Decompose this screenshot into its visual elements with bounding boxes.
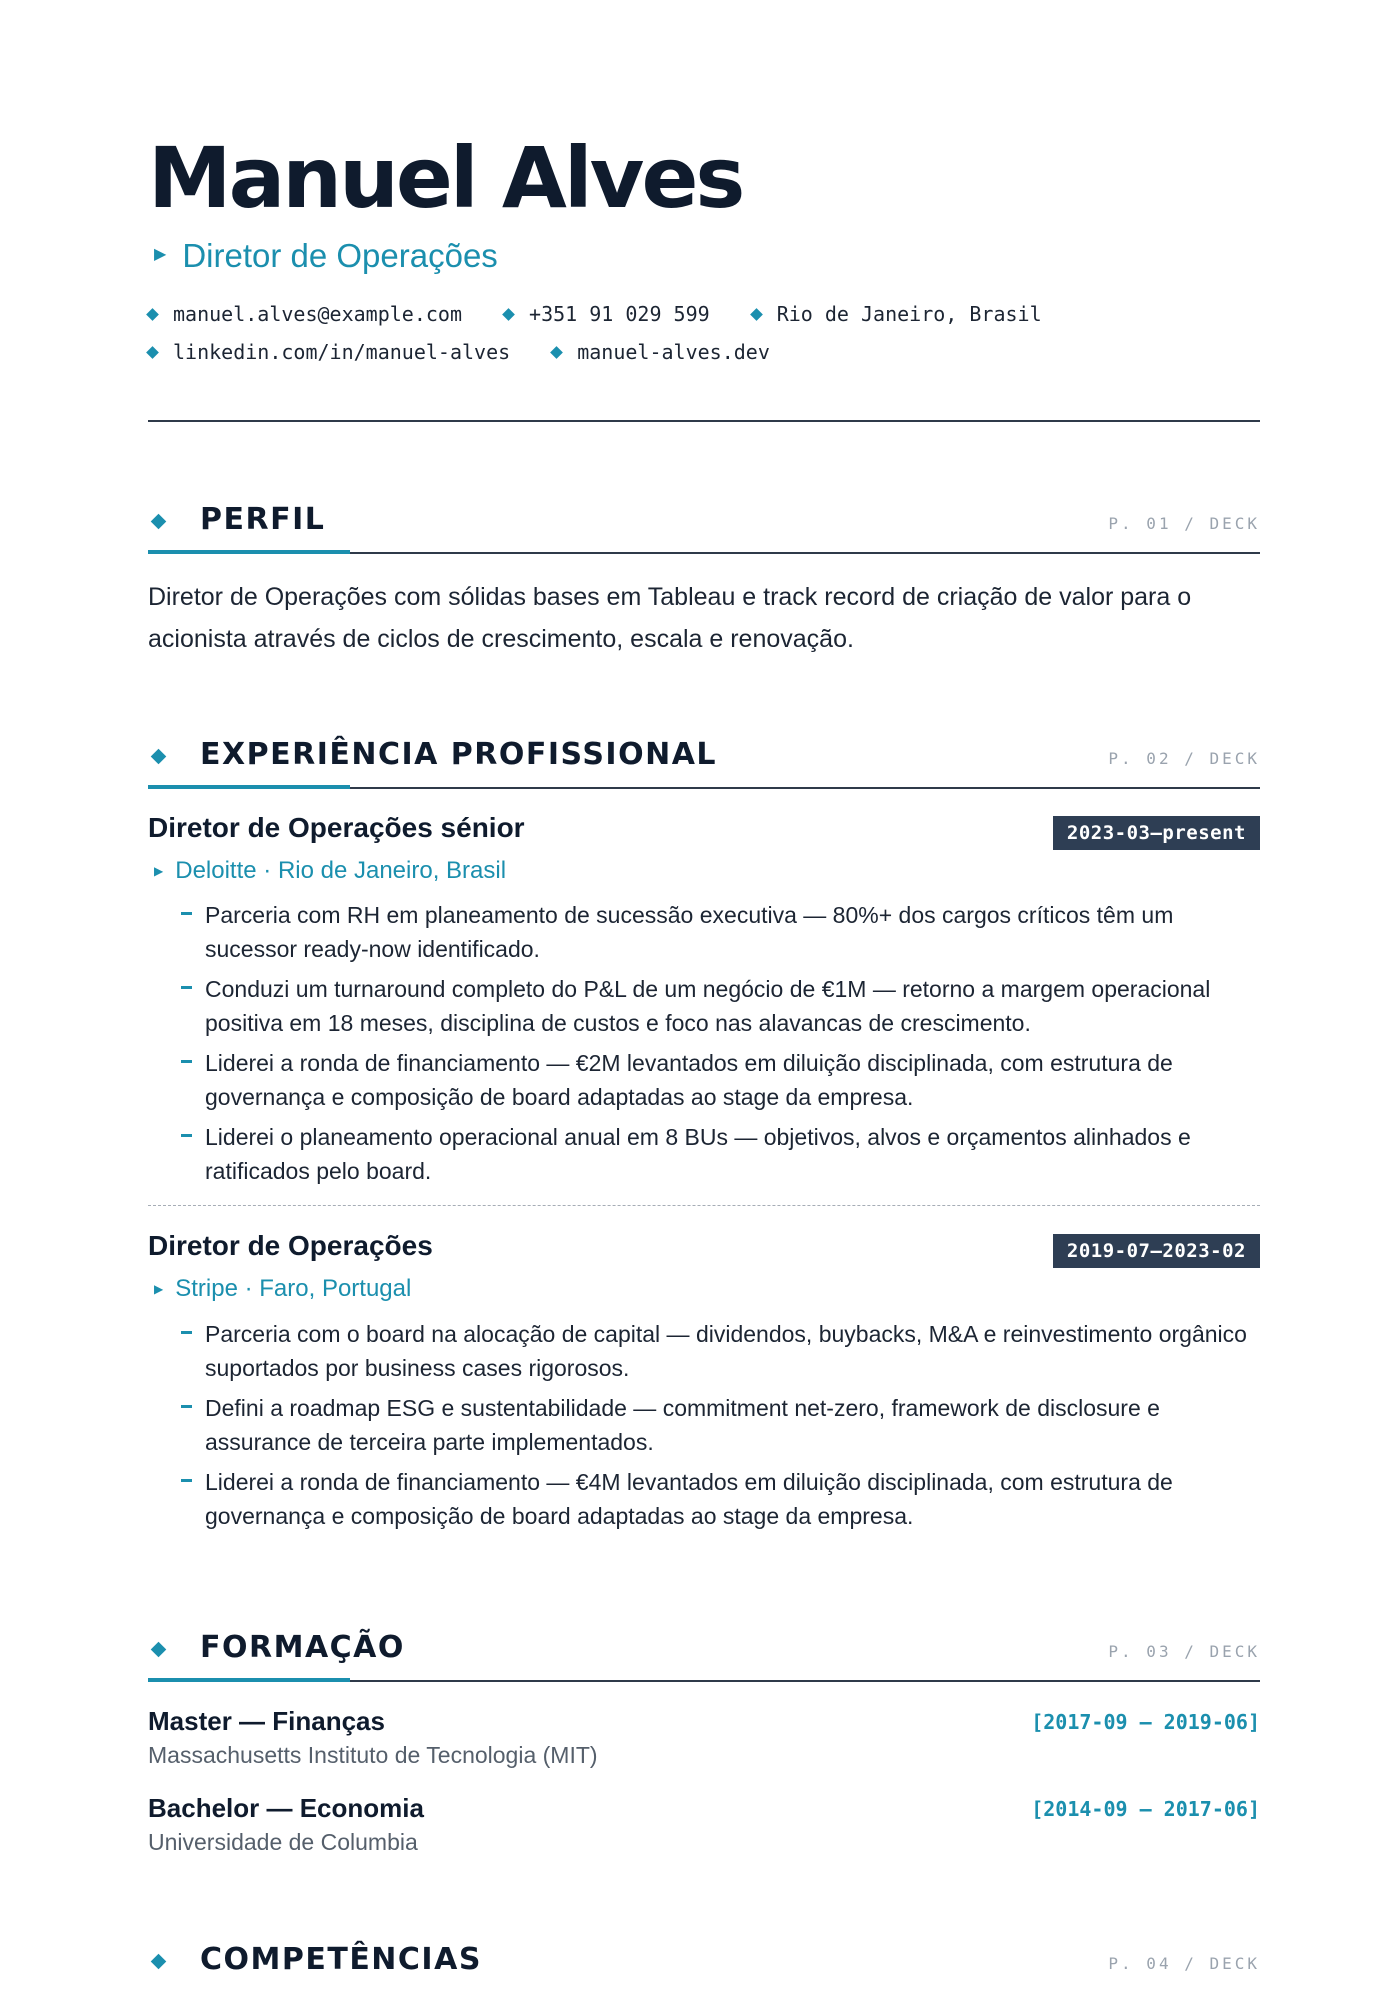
diamond-icon bbox=[151, 514, 167, 530]
bullet-text: Liderei a ronda de financiamento — €4M levantados em diluição disciplinada, com estrutura de governança e composição de board adaptadas ao stage da empresa. bbox=[205, 1469, 1173, 1529]
triangle-icon: ▶ bbox=[154, 246, 167, 264]
list-item bbox=[148, 1120, 1260, 1188]
contact-row-2 bbox=[148, 338, 800, 366]
section-accent-bar bbox=[148, 550, 350, 554]
contact-linkedin-text[interactable]: linkedin.com/in/manuel-alves bbox=[173, 340, 511, 364]
education-dates: [2014-09 – 2017-06] bbox=[1031, 1797, 1260, 1821]
job-company bbox=[154, 1275, 411, 1303]
section-title: PERFIL bbox=[200, 502, 326, 537]
section-title: EXPERIÊNCIA PROFISSIONAL bbox=[200, 737, 718, 772]
contact-row-1 bbox=[148, 300, 1072, 328]
dash-icon bbox=[181, 1331, 192, 1334]
diamond-icon bbox=[502, 308, 515, 321]
candidate-role bbox=[154, 236, 498, 278]
job-bullets bbox=[148, 1317, 1260, 1539]
contact-email-text[interactable]: manuel.alves@example.com bbox=[173, 302, 462, 326]
education-dates: [2017-09 – 2019-06] bbox=[1031, 1710, 1260, 1734]
section-page-label: P. 04 / DECK bbox=[1108, 1954, 1260, 1973]
contact-location-text: Rio de Janeiro, Brasil bbox=[776, 302, 1042, 326]
diamond-icon bbox=[550, 346, 563, 359]
list-item bbox=[148, 898, 1260, 966]
section-header-experience bbox=[148, 729, 1260, 789]
section-header-profile bbox=[148, 494, 1260, 554]
dash-icon bbox=[181, 1479, 192, 1482]
diamond-icon bbox=[151, 1954, 167, 1970]
section-page-label: P. 01 / DECK bbox=[1108, 514, 1260, 533]
profile-summary: Diretor de Operações com sólidas bases em Tableau e track record de criação de valor para o acionista através de ciclos de crescimento, escala e renovação. bbox=[148, 583, 1192, 653]
section-accent-bar bbox=[148, 1678, 350, 1682]
triangle-icon: ▶ bbox=[154, 864, 164, 878]
job-bullets bbox=[148, 898, 1260, 1194]
education-school: Universidade de Columbia bbox=[148, 1829, 418, 1855]
education-school: Massachusetts Instituto de Tecnologia (MIT) bbox=[148, 1742, 598, 1768]
job-divider bbox=[148, 1205, 1260, 1206]
contact-website-text[interactable]: manuel-alves.dev bbox=[577, 340, 770, 364]
contact-phone-text[interactable]: +351 91 029 599 bbox=[529, 302, 710, 326]
section-title: FORMAÇÃO bbox=[200, 1630, 405, 1665]
list-item bbox=[148, 1465, 1260, 1533]
section-page-label: P. 02 / DECK bbox=[1108, 749, 1260, 768]
list-item bbox=[148, 972, 1260, 1040]
job-date-badge: 2023-03—present bbox=[1053, 816, 1260, 850]
education-degree: Bachelor — Economia bbox=[148, 1793, 424, 1823]
list-item bbox=[148, 1317, 1260, 1385]
job-date-badge: 2019-07—2023-02 bbox=[1053, 1234, 1260, 1268]
bullet-text: Liderei o planeamento operacional anual em 8 BUs — objetivos, alvos e orçamentos alinhados e ratificados pelo board. bbox=[205, 1124, 1191, 1184]
section-accent-bar bbox=[148, 785, 350, 789]
dash-icon bbox=[181, 1405, 192, 1408]
candidate-name: Manuel Alves bbox=[148, 129, 743, 227]
contact-website[interactable] bbox=[552, 338, 770, 366]
diamond-icon bbox=[151, 1642, 167, 1658]
contact-phone[interactable] bbox=[504, 300, 710, 328]
role-label: Diretor de Operações bbox=[182, 237, 498, 274]
bullet-text: Parceria com RH em planeamento de sucessão executiva — 80%+ dos cargos críticos têm um sucessor ready-now identificado. bbox=[205, 902, 1174, 962]
dash-icon bbox=[181, 986, 192, 989]
triangle-icon: ▶ bbox=[154, 1282, 164, 1296]
bullet-text: Conduzi um turnaround completo do P&L de um negócio de €1M — retorno a margem operacional positiva em 18 meses, disciplina de custos e foco nas alavancas de crescimento. bbox=[205, 976, 1211, 1036]
job-title: Diretor de Operações sénior bbox=[148, 812, 525, 843]
bullet-text: Liderei a ronda de financiamento — €2M levantados em diluição disciplinada, com estrutura de governança e composição de board adaptadas ao stage da empresa. bbox=[205, 1050, 1173, 1110]
section-header-education bbox=[148, 1622, 1260, 1682]
section-page-label: P. 03 / DECK bbox=[1108, 1642, 1260, 1661]
header-divider bbox=[148, 420, 1260, 422]
job-company-label: Deloitte · Rio de Janeiro, Brasil bbox=[175, 857, 507, 884]
list-item bbox=[148, 1391, 1260, 1459]
dash-icon bbox=[181, 912, 192, 915]
diamond-icon bbox=[750, 308, 763, 321]
job-company bbox=[154, 857, 506, 885]
contact-email[interactable] bbox=[148, 300, 462, 328]
contact-linkedin[interactable] bbox=[148, 338, 510, 366]
contact-location bbox=[752, 300, 1042, 328]
education-degree: Master — Finanças bbox=[148, 1706, 385, 1736]
diamond-icon bbox=[151, 749, 167, 765]
dash-icon bbox=[181, 1060, 192, 1063]
job-title: Diretor de Operações bbox=[148, 1230, 433, 1261]
dash-icon bbox=[181, 1134, 192, 1137]
bullet-text: Defini a roadmap ESG e sustentabilidade — commitment net-zero, framework de disclosure e assurance de terceira parte implementados. bbox=[205, 1395, 1160, 1455]
list-item bbox=[148, 1046, 1260, 1114]
section-title: COMPETÊNCIAS bbox=[200, 1942, 482, 1977]
diamond-icon bbox=[146, 308, 159, 321]
bullet-text: Parceria com o board na alocação de capital — dividendos, buybacks, M&A e reinvestimento orgânico suportados por business cases rigorosos. bbox=[205, 1321, 1247, 1381]
diamond-icon bbox=[146, 346, 159, 359]
job-company-label: Stripe · Faro, Portugal bbox=[175, 1275, 412, 1302]
section-header-skills bbox=[148, 1934, 1260, 1994]
